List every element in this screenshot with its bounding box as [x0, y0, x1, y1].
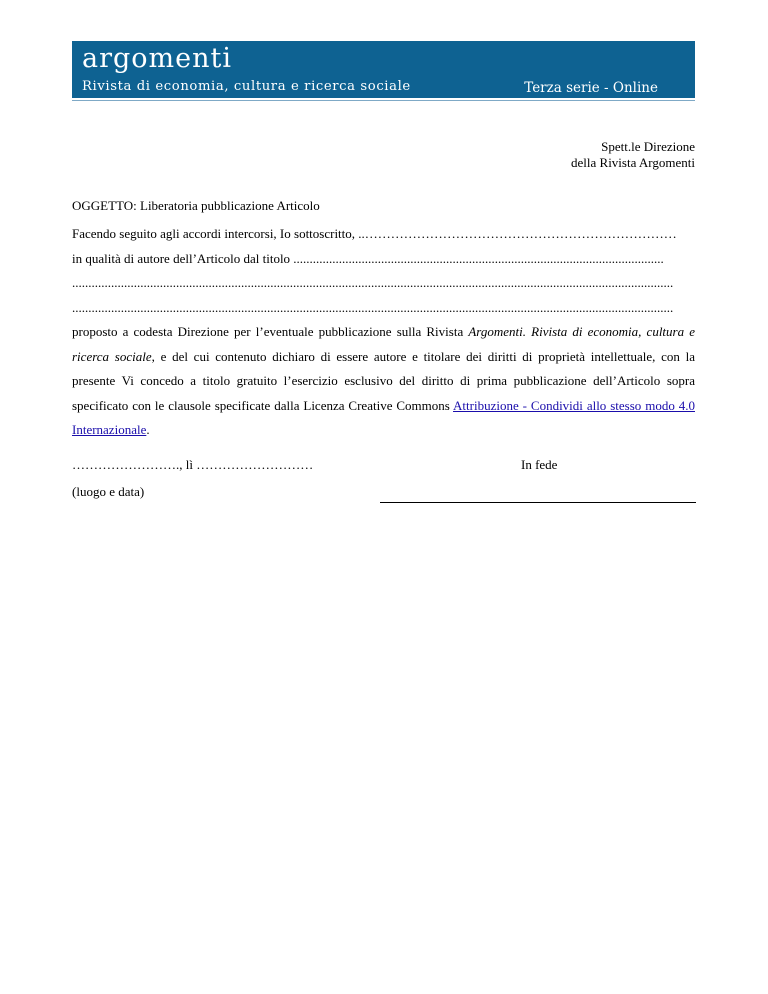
- paragraph-text-middle: , e del cui contenuto dichiaro di essere autore e titolare dei diritti di proprietà intellettuale, con la presente Vi concedo a titolo gratuito l’esercizio esclusivo del diritto di prima pubblicazione dell’Articolo sopra specificato con le clausole specificate dalla Licenza Creative Commons: [72, 348, 695, 413]
- addressee-block: [571, 139, 695, 171]
- paragraph-text-start: proposto a codesta Direzione per l’eventuale pubblicazione sulla Rivista: [72, 324, 469, 339]
- place-date-caption: (luogo e data): [72, 484, 145, 499]
- place-date-field: ……………………., lì ………………………: [72, 457, 314, 472]
- journal-name: Argomenti. Rivista di economia, cultura e ricerca sociale: [72, 324, 696, 364]
- body-line-2: in qualità di autore dell’Articolo dal titolo ..................................................................................................................: [72, 250, 664, 266]
- journal-title: argomenti: [82, 43, 232, 74]
- grant-paragraph: [72, 320, 695, 443]
- subject-line: OGGETTO: Liberatoria pubblicazione Articolo: [72, 198, 320, 213]
- paragraph-text-end: .: [146, 422, 150, 437]
- letter-body: [72, 222, 695, 443]
- addressee-line-2: della Rivista Argomenti: [571, 155, 695, 170]
- journal-banner: [72, 41, 695, 98]
- banner-divider: [72, 100, 695, 101]
- journal-series: Terza serie - Online: [524, 80, 658, 96]
- in-fede-label: In fede: [521, 457, 558, 472]
- signature-line: [380, 502, 696, 503]
- addressee-line-1: Spett.le Direzione: [601, 139, 695, 154]
- body-line-1: Facendo seguito agli accordi intercorsi, Io sottoscritto, ..………………………………………………………………: [72, 226, 677, 241]
- journal-subtitle: Rivista di economia, cultura e ricerca sociale: [82, 79, 411, 94]
- body-line-3: .........................................................................................................................................................................................: [72, 275, 674, 290]
- license-link[interactable]: Attribuzione - Condividi allo stesso modo 4.0 Internazionale: [72, 397, 695, 437]
- body-line-4: .........................................................................................................................................................................................: [72, 299, 674, 315]
